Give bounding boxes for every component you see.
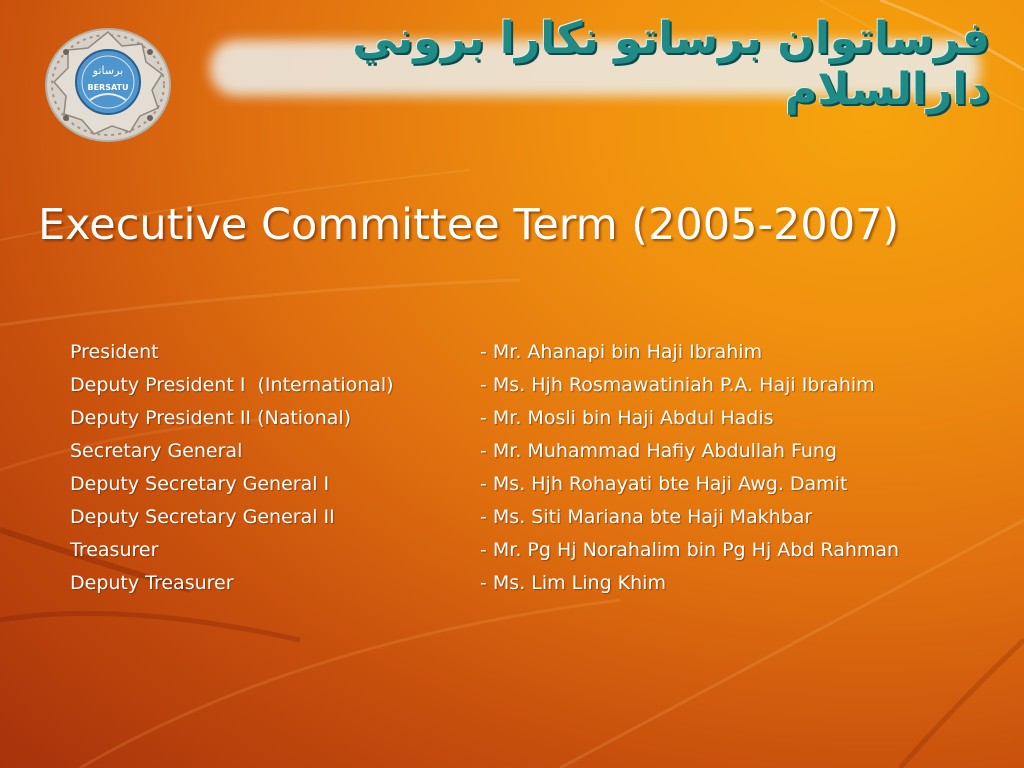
committee-member: - Ms. Siti Mariana bte Haji Makhbar bbox=[480, 506, 813, 528]
committee-role: Deputy President II (National) bbox=[70, 407, 352, 429]
svg-text:BERSATU: BERSATU bbox=[87, 83, 129, 92]
committee-member: - Mr. Pg Hj Norahalim bin Pg Hj Abd Rahman bbox=[480, 539, 900, 561]
svg-text:برساتو: برساتو bbox=[92, 64, 124, 77]
committee-list bbox=[70, 337, 1010, 601]
committee-row bbox=[70, 535, 1010, 568]
committee-member: - Mr. Mosli bin Haji Abdul Hadis bbox=[480, 407, 774, 429]
committee-role: Deputy President I (International) bbox=[70, 374, 394, 396]
committee-row bbox=[70, 337, 1010, 370]
committee-row bbox=[70, 436, 1010, 469]
slide-title: Executive Committee Term (2005-2007) bbox=[38, 200, 900, 250]
committee-member: - Mr. Ahanapi bin Haji Ibrahim bbox=[480, 341, 763, 363]
committee-role: Deputy Treasurer bbox=[70, 572, 234, 594]
seal-icon bbox=[42, 22, 174, 144]
committee-role: President bbox=[70, 341, 159, 363]
jawi-banner bbox=[200, 13, 990, 115]
committee-row bbox=[70, 403, 1010, 436]
committee-row bbox=[70, 568, 1010, 601]
committee-member: - Mr. Muhammad Hafiy Abdullah Fung bbox=[480, 440, 837, 462]
association-seal-logo bbox=[42, 22, 174, 144]
committee-member: - Ms. Lim Ling Khim bbox=[480, 572, 666, 594]
committee-member: - Ms. Hjh Rosmawatiniah P.A. Haji Ibrahim bbox=[480, 374, 875, 396]
committee-role: Deputy Secretary General II bbox=[70, 506, 335, 528]
committee-row bbox=[70, 502, 1010, 535]
committee-row bbox=[70, 370, 1010, 403]
committee-role: Deputy Secretary General I bbox=[70, 473, 330, 495]
committee-row bbox=[70, 469, 1010, 502]
committee-role: Secretary General bbox=[70, 440, 243, 462]
committee-role: Treasurer bbox=[70, 539, 159, 561]
committee-member: - Ms. Hjh Rohayati bte Haji Awg. Damit bbox=[480, 473, 848, 495]
banner-text: فرساتوان برساتو نكارا بروني دارالسلام bbox=[352, 13, 990, 115]
